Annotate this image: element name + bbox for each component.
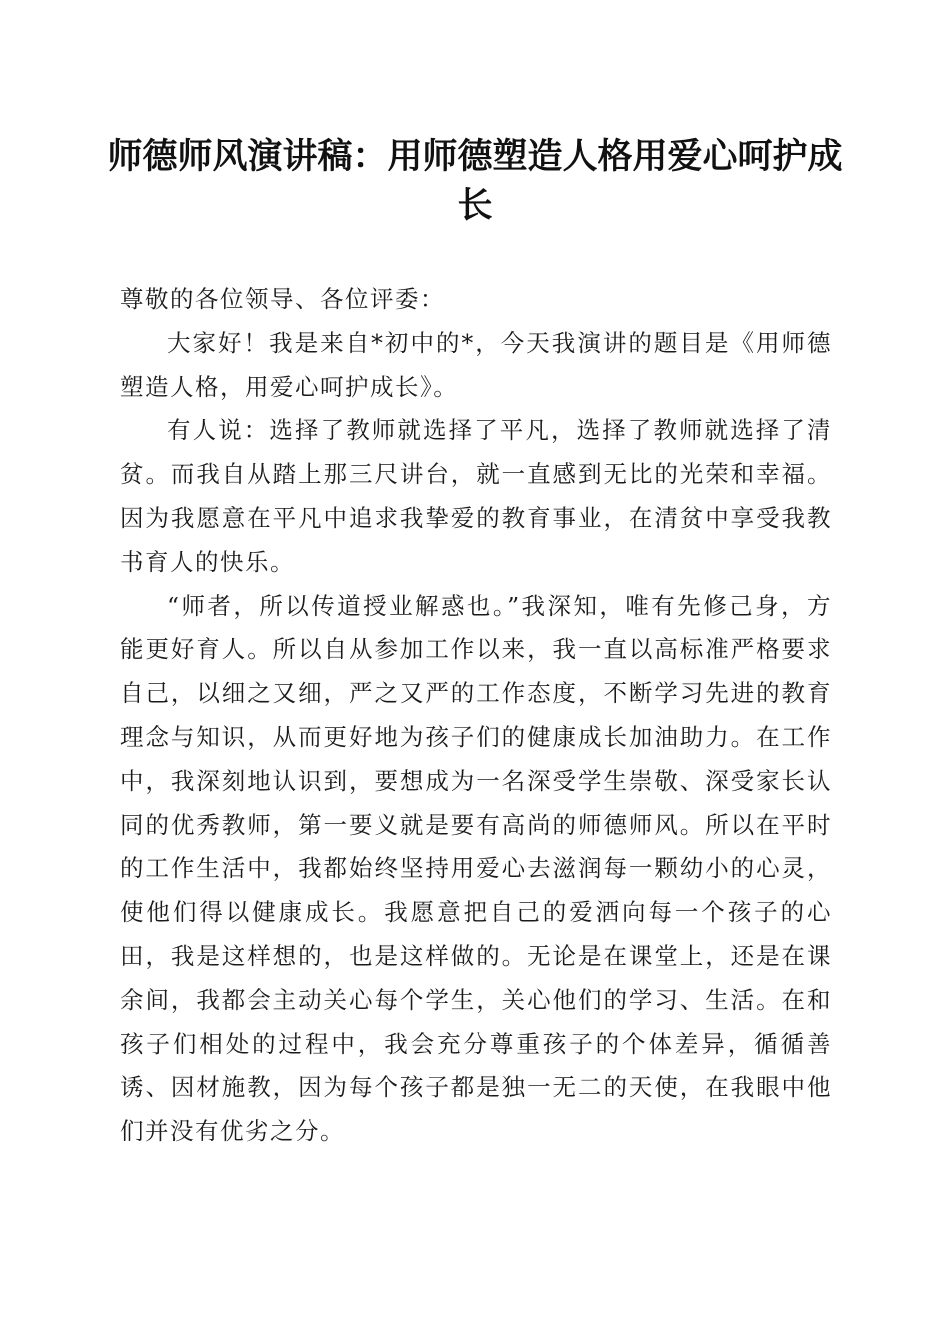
paragraph-teaching: “师者，所以传道授业解惑也。”我深知，唯有先修己身，方能更好育人。所以自从参加工作以来，我一直以高标准严格要求自己，以细之又细，严之又严的工作态度，不断学习先进的教育理念与知识，从而更好地为孩子们的健康成长加油助力。在工作中，我深刻地认识到，要想成为一名深受学生崇敬、深受家长认同的优秀教师，第一要义就是要有高尚的师德师风。所以在平时的工作生活中，我都始终坚持用爱心去滋润每一颗幼小的心灵，使他们得以健康成长。我愿意把自己的爱洒向每一个孩子的心田，我是这样想的，也是这样做的。无论是在课堂上，还是在课余间，我都会主动关心每个学生，关心他们的学习、生活。在和孩子们相处的过程中，我会充分尊重孩子的个体差异，循循善诱、因材施教，因为每个孩子都是独一无二的天使，在我眼中他们并没有优劣之分。 bbox=[120, 591, 832, 1146]
paragraph-greeting: 大家好！我是来自*初中的*，今天我演讲的题目是《用师德塑造人格，用爱心呵护成长》。 bbox=[120, 328, 832, 401]
document-body bbox=[120, 278, 832, 1154]
paragraph-choice: 有人说：选择了教师就选择了平凡，选择了教师就选择了清贫。而我自从踏上那三尺讲台，就一直感到无比的光荣和幸福。因为我愿意在平凡中追求我挚爱的教育事业，在清贫中享受我教书育人的快乐。 bbox=[120, 416, 832, 576]
salutation: 尊敬的各位领导、各位评委： bbox=[120, 285, 445, 313]
document-title: 师德师风演讲稿：用师德塑造人格用爱心呵护成长 bbox=[107, 136, 843, 226]
